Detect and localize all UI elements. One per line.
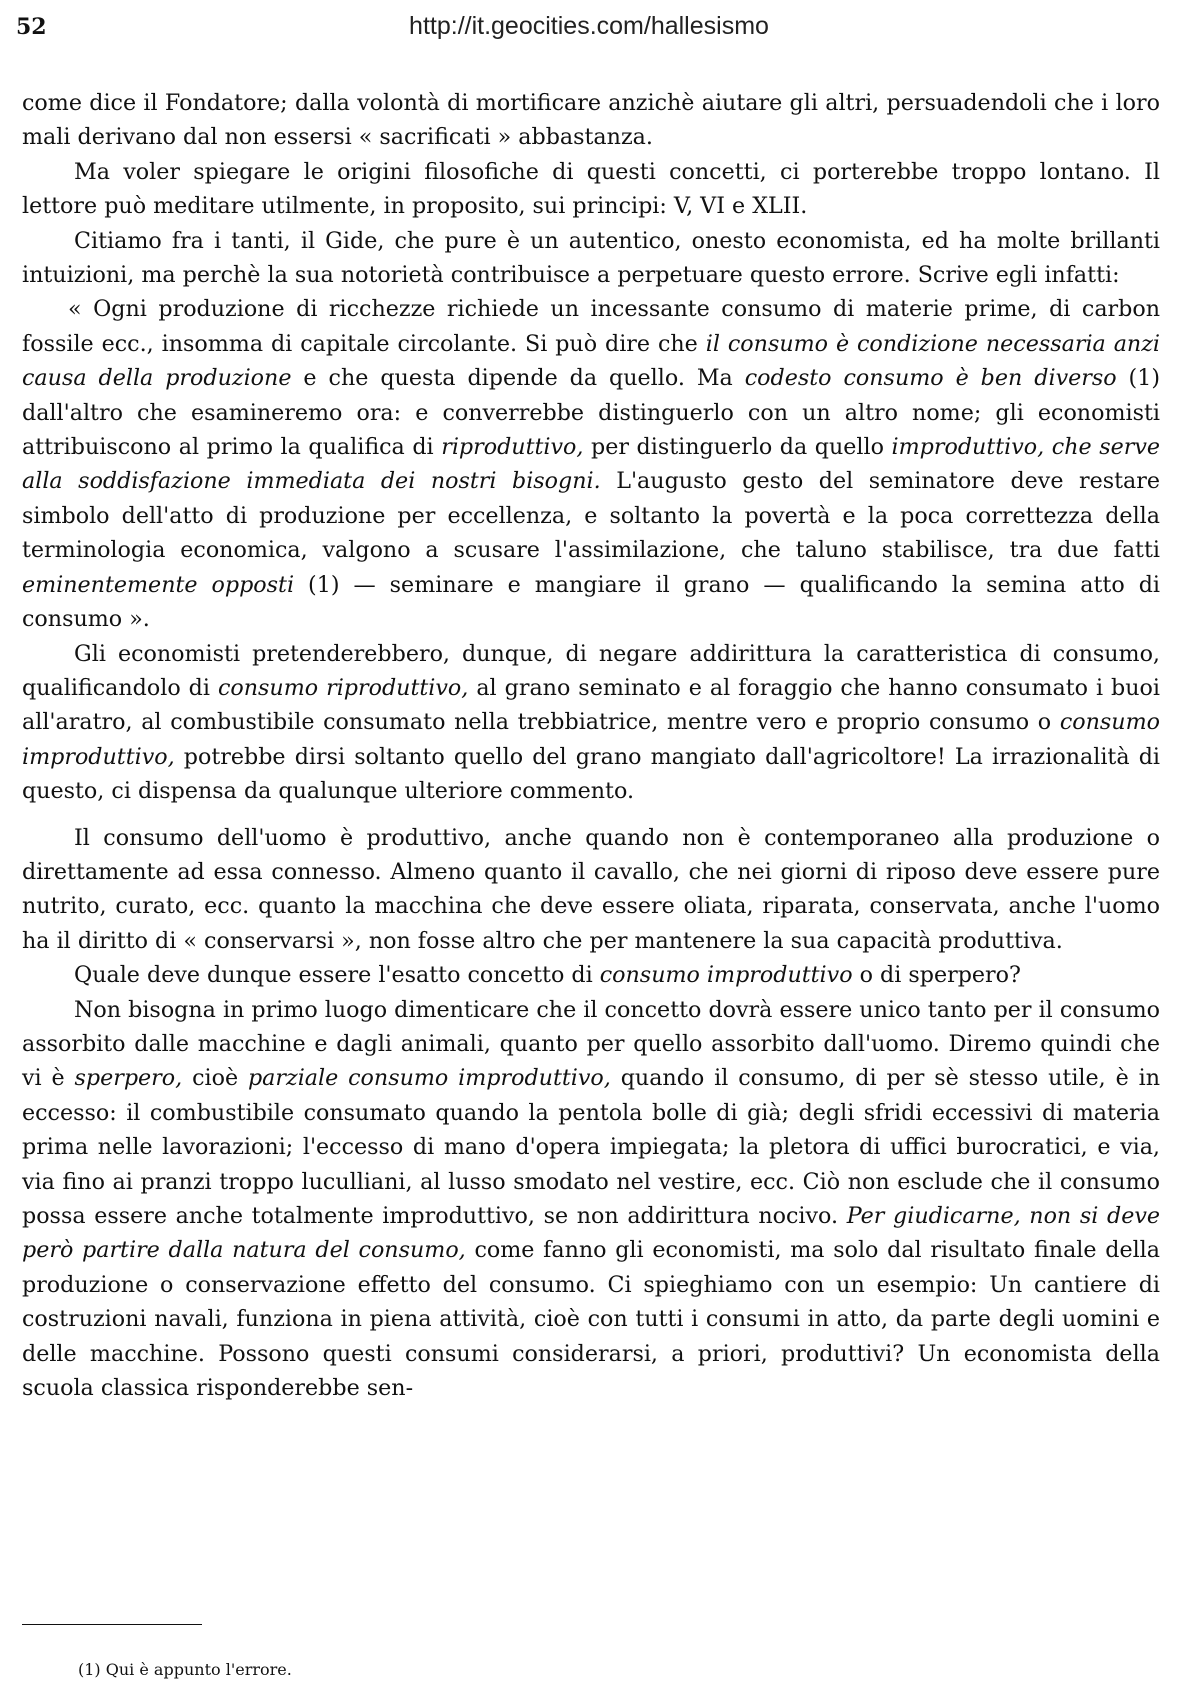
text-run: al grano seminato e al foraggio che hanno consumato i buoi all'aratro, al combustibile consumato nella trebbiatrice, mentre vero e proprio consumo o: [22, 674, 1161, 736]
italic-run: codesto consumo è ben diverso: [744, 365, 1117, 392]
header-url: http://it.geocities.com/hallesismo: [409, 12, 769, 40]
italic-run: parziale consumo improduttivo,: [247, 1065, 611, 1092]
italic-run: consumo riproduttivo,: [217, 674, 469, 701]
paragraph-8: [22, 993, 1160, 1406]
text-run: « Ogni produzione di ricchezze richiede un incessante consumo di materie prime, di carbon fossile ecc., insomma di capitale circolante. Si può dire che: [22, 296, 1160, 357]
text-run: Gli economisti pretenderebbero, dunque, di negare addirittura la caratteristica di consumo, qualificandolo di: [22, 640, 1160, 701]
body-text: [22, 86, 1160, 1405]
italic-run: consumo improduttivo: [599, 962, 853, 989]
text-run: L'augusto gesto del seminatore deve restare simbolo dell'atto di produzione per eccellenza, e soltanto la povertà e la poca correttezza della terminologia economica, valgono a scusare l'assimilazione, che taluno stabilisce, tra due fatti: [22, 468, 1160, 564]
paragraph-3: [22, 224, 1160, 293]
italic-run: Per giudicarne, non si deve però partire dalla natura del consumo,: [22, 1203, 1160, 1264]
text-run: Non bisogna in primo luogo dimenticare che il concetto dovrà essere unico tanto per il consumo assorbito dalle macchine e dagli animali, quanto per quello assorbito dall'uomo. Diremo quindi che vi è: [22, 996, 1160, 1092]
italic-run: eminentemente opposti: [22, 571, 295, 598]
text-run: (1) dall'altro che esamineremo ora: e converrebbe distinguerlo con un altro nome; gli economisti attribuiscono al primo la qualifica di: [22, 365, 1160, 461]
paragraph-6: [22, 821, 1160, 959]
text-run: potrebbe dirsi soltanto quello del grano mangiato dall'agricoltore! La irrazionalità di questo, ci dispensa da qualunque ulteriore commento.: [22, 743, 1160, 805]
italic-run: riproduttivo,: [441, 434, 584, 461]
text-run: Quale deve dunque essere l'esatto concetto di: [74, 962, 600, 989]
text-run: Ma voler spiegare le origini filosofiche di questi concetti, ci porterebbe troppo lontano. Il lettore può meditare utilmente, in proposito, sui principi: V, VI e XLII.: [22, 158, 1160, 220]
text-run: (1) — seminare e mangiare il grano — qualificando la semina atto di consumo ».: [22, 571, 1161, 633]
page-number: 52: [16, 14, 47, 40]
footnote: (1) Qui è appunto l'errore.: [78, 1660, 292, 1679]
text-run: Citiamo fra i tanti, il Gide, che pure è un autentico, onesto economista, ed ha molte brillanti intuizioni, ma perchè la sua notorietà contribuisce a perpetuare questo errore. Scrive egli infatti:: [22, 227, 1160, 289]
quote-paragraph: [22, 292, 1160, 636]
text-run: cioè: [182, 1065, 248, 1092]
text-run: come fanno gli economisti, ma solo dal risultato finale della produzione o conservazione effetto del consumo. Ci spieghiamo con un esempio: Un cantiere di costruzioni navali, funziona in piena attività, cioè con tutti i consumi in atto, da parte degli uomini e delle macchine. Possono questi consumi considerarsi, a priori, produttivi? Un economista della scuola classica risponderebbe sen-: [22, 1237, 1160, 1402]
footnote-divider: [22, 1624, 202, 1625]
paragraph-1: [22, 86, 1160, 155]
text-run: per distinguerlo da quello: [583, 434, 892, 461]
text-run: Il consumo dell'uomo è produttivo, anche quando non è contemporaneo alla produzione o direttamente ad essa connesso. Almeno quanto il cavallo, che nei giorni di riposo deve essere pure nutrito, curato, ecc. quanto la macchina che deve essere oliata, riparata, conservata, anche l'uomo ha il diritto di « conservarsi », non fosse altro che per mantenere la sua capacità produttiva.: [22, 824, 1160, 954]
text-run: quando il consumo, di per sè stesso utile, è in eccesso: il combustibile consumato quando la pentola bolle di già; degli sfridi eccessivi di materia prima nelle lavorazioni; l'eccesso di mano d'opera impiegata; la pletora di uffici burocratici, e via, via fino ai pranzi troppo luculliani, al lusso smodato nel vestire, ecc. Ciò non esclude che il consumo possa essere anche totalmente improduttivo, se non addirittura nocivo.: [22, 1065, 1160, 1229]
italic-run: il consumo è condizione necessaria anzi causa della produzione: [22, 330, 1161, 392]
text-run: e che questa dipende da quello. Ma: [291, 365, 745, 392]
italic-run: improduttivo, che serve alla soddisfazione immediata dei nostri bisogni.: [22, 434, 1160, 495]
paragraph-2: [22, 155, 1160, 224]
paragraph-7: [22, 958, 1160, 992]
paragraph-5: [22, 637, 1160, 809]
italic-run: consumo improduttivo,: [22, 709, 1160, 770]
italic-run: sperpero,: [74, 1065, 183, 1092]
text-run: o di sperpero?: [852, 962, 1021, 989]
text-run: come dice il Fondatore; dalla volontà di mortificare anzichè aiutare gli altri, persuadendoli che i loro mali derivano dal non essersi « sacrificati » abbastanza.: [22, 90, 1160, 151]
